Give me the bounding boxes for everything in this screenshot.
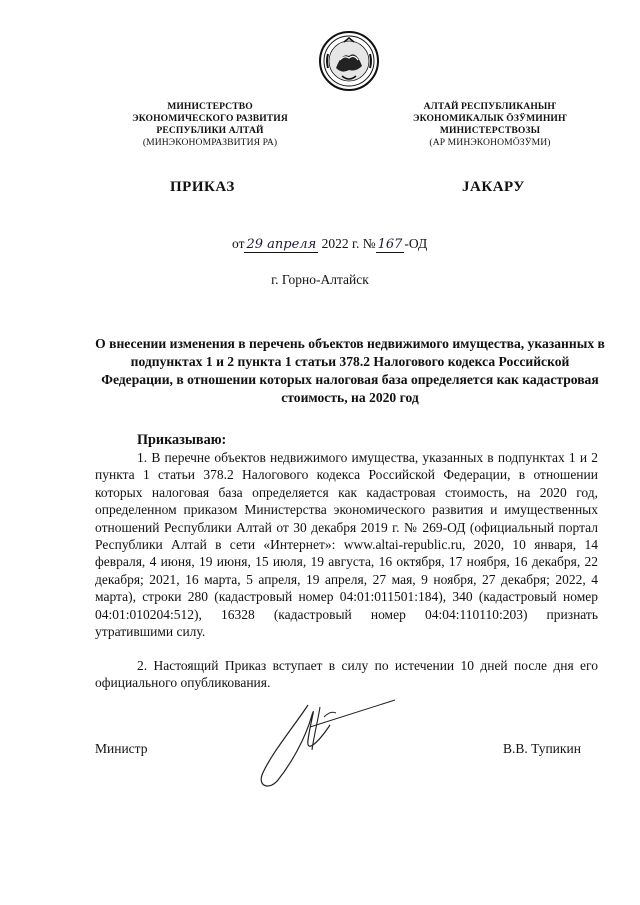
ministry-header-altai (390, 101, 590, 149)
signer-position: Министр (95, 741, 148, 756)
doc-type-altai: JАКАРУ (462, 179, 525, 195)
header-right-line1: АЛТАЙ РЕСПУБЛИКАНЫҤ (423, 101, 557, 112)
handwritten-signature (250, 695, 400, 795)
doc-type-russian: ПРИКАЗ (170, 179, 235, 195)
date-number-line (232, 236, 427, 252)
handwritten-number: 167 (377, 237, 403, 252)
paragraph-2: 2. Настоящий Приказ вступает в силу по истечении 10 дней после дня его официального опубликования. (95, 658, 598, 691)
header-left-line2: ЭКОНОМИЧЕСКОГО РАЗВИТИЯ (132, 113, 288, 124)
paragraph-1: 1. В перечне объектов недвижимого имущества, указанных в подпунктах 1 и 2 пункта 1 статьи 378.2 Налогового кодекса Российской Федерации, в отношении которых налоговая база определяется как кадастровая стоимость, на 2020 год, определенном приказом Министерства экономического развития и имущественных отношений Республики Алтай от 30 декабря 2019 г. № 269-ОД (официальный портал Республики Алтай в сети «Интернет»: www.altai-republic.ru, 2020, 10 января, 14 февраля, 4 июня, 19 июня, 15 июля, 19 августа, 16 октября, 17 ноября, 16 декабря, 22 декабря; 2021, 16 марта, 5 апреля, 19 апреля, 27 мая, 9 ноября, 27 декабря; 2022, 4 марта), строки 280 (кадастровый номер 04:01:011501:184), 340 (кадастровый номер 04:01:010204:512), 16328 (кадастровый номер 04:04:110110:203) признать утратившими силу. (95, 450, 598, 640)
header-left-line3: РЕСПУБЛИКИ АЛТАЙ (156, 125, 264, 136)
date-prefix: от (232, 236, 245, 251)
handwritten-date: 29 апреля (246, 237, 317, 252)
header-left-line4: (МИНЭКОНОМРАЗВИТИЯ РА) (142, 137, 278, 148)
city-line: г. Горно-Алтайск (271, 272, 369, 287)
date-year: 2022 г. № (321, 236, 376, 251)
coat-of-arms-emblem (318, 30, 380, 92)
document-title: О внесении изменения в перечень объектов недвижимого имущества, указанных в подпунктах 1 и 2 пункта 1 статьи 378.2 Налогового кодекса Российской Федерации, в отношении которых налоговая база определяется как кадастровая стоимость, на 2020 год (95, 336, 605, 405)
signer-name: В.В. Тупикин (503, 741, 581, 756)
header-right-line4: (АР МИНЭКОНОМÖЗӰМИ) (429, 137, 551, 148)
ministry-header-russian (110, 101, 310, 149)
header-left-line1: МИНИСТЕРСТВО (167, 101, 253, 112)
order-heading: Приказываю: (137, 432, 227, 448)
header-right-line2: ЭКОНОМИКАЛЫК ÖЗӰМИНИҤ (413, 113, 567, 124)
header-right-line3: МИНИСТЕРСТВОЗЫ (439, 125, 541, 136)
number-suffix: -ОД (404, 236, 428, 251)
